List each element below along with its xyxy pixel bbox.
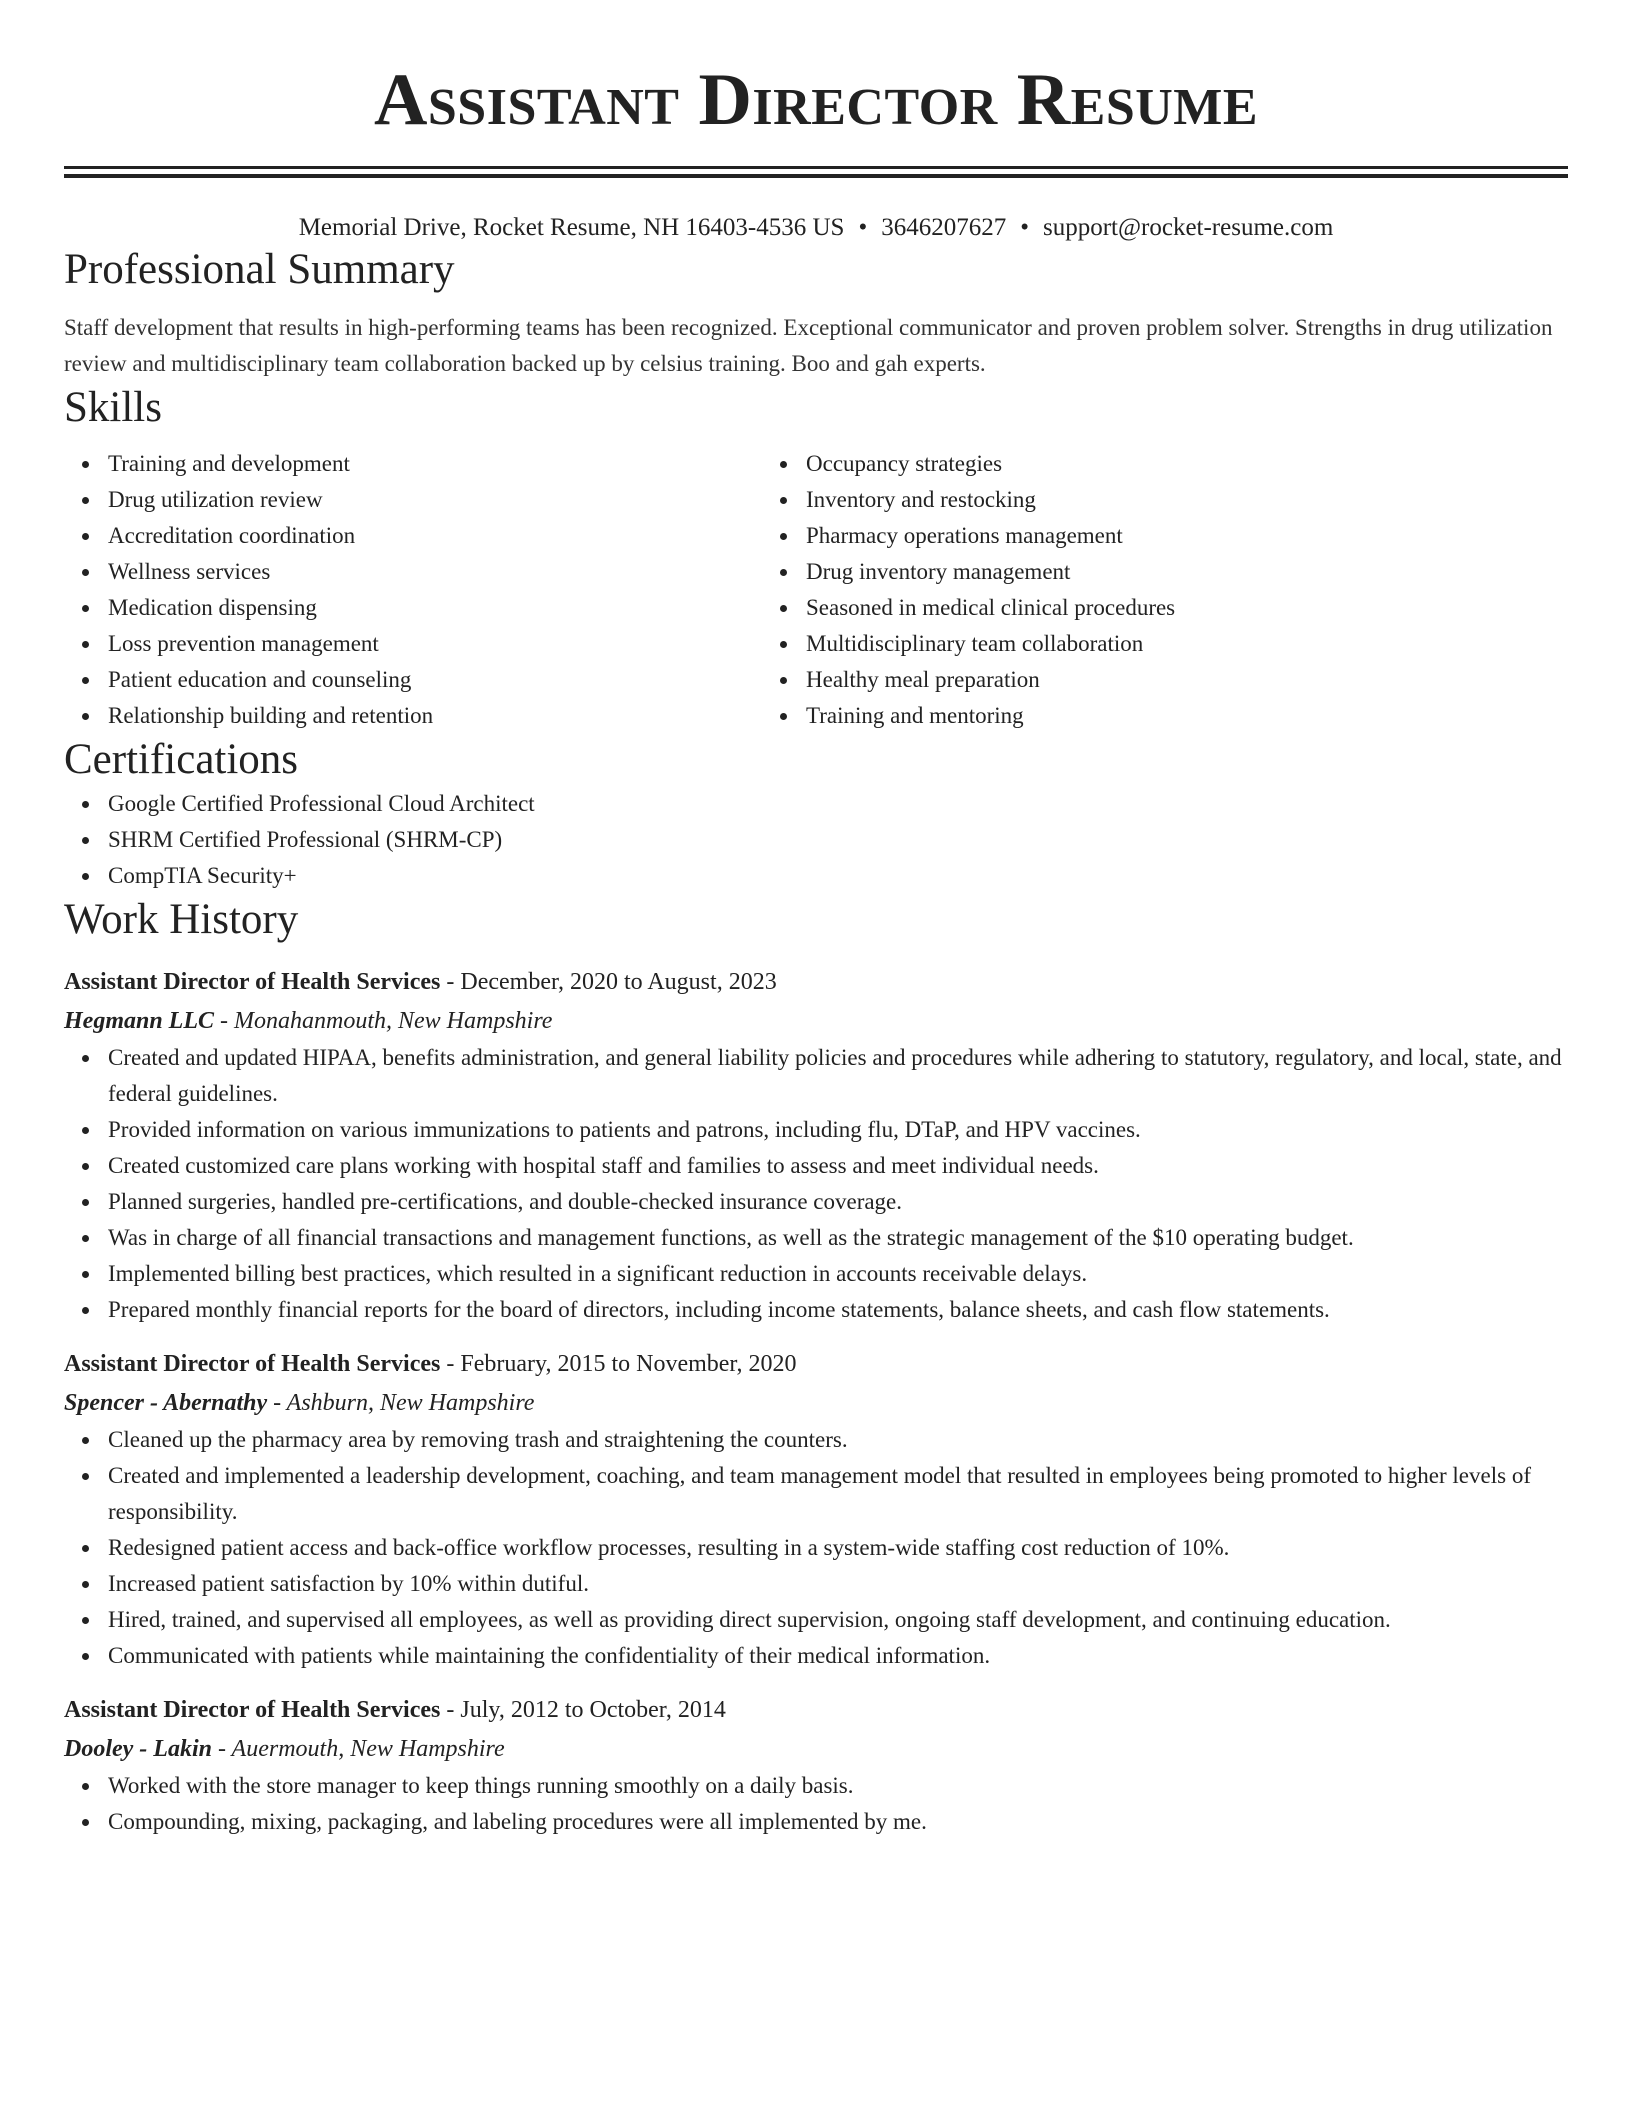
job-bullet: Implemented billing best practices, which resulted in a significant reduction in accounts receivable delays. [108, 1256, 1568, 1292]
job-title-line [64, 1344, 1568, 1384]
skills-list-right [762, 446, 1460, 734]
job-title-line [64, 962, 1568, 1002]
skills-heading: Skills [64, 384, 162, 431]
job-bullet: Redesigned patient access and back-office workflow processes, resulting in a system-wide staffing cost reduction of 10%. [108, 1530, 1568, 1566]
job-company: Hegmann LLC [64, 1008, 215, 1034]
job-bullet: Planned surgeries, handled pre-certifications, and double-checked insurance coverage. [108, 1184, 1568, 1220]
job-company-line [64, 1002, 1568, 1040]
job-title-line [64, 1690, 1568, 1730]
work-history-heading: Work History [64, 896, 299, 943]
skill-item: Healthy meal preparation [806, 662, 1460, 698]
skill-item: Seasoned in medical clinical procedures [806, 590, 1460, 626]
job-entry [64, 1690, 1568, 1840]
skill-item: Inventory and restocking [806, 482, 1460, 518]
certifications-heading: Certifications [64, 736, 299, 783]
certifications-list [64, 786, 1568, 894]
skill-item: Loss prevention management [108, 626, 762, 662]
job-company-line [64, 1384, 1568, 1422]
job-bullets [64, 1040, 1568, 1328]
job-bullets [64, 1422, 1568, 1674]
job-bullet: Provided information on various immunizations to patients and patrons, including flu, DTaP, and HPV vaccines. [108, 1112, 1568, 1148]
job-company: Spencer - Abernathy [64, 1390, 268, 1416]
job-bullet: Cleaned up the pharmacy area by removing trash and straightening the counters. [108, 1422, 1568, 1458]
job-bullet: Was in charge of all financial transactions and management functions, as well as the strategic management of the $10 operating budget. [108, 1220, 1568, 1256]
skill-item: Drug utilization review [108, 482, 762, 518]
skill-item: Training and development [108, 446, 762, 482]
job-location: - Monahanmouth, New Hampshire [214, 1008, 553, 1034]
contact-separator: • [1020, 214, 1029, 241]
job-bullet: Increased patient satisfaction by 10% within dutiful. [108, 1566, 1568, 1602]
job-bullet: Prepared monthly financial reports for the board of directors, including income statements, balance sheets, and cash flow statements. [108, 1292, 1568, 1328]
job-dates: - July, 2012 to October, 2014 [440, 1697, 726, 1723]
job-title: Assistant Director of Health Services [64, 1351, 441, 1377]
title-rule-thick [64, 174, 1568, 178]
skill-item: Training and mentoring [806, 698, 1460, 734]
job-company-line [64, 1730, 1568, 1768]
skill-item: Pharmacy operations management [806, 518, 1460, 554]
job-bullet: Communicated with patients while maintaining the confidentiality of their medical information. [108, 1638, 1568, 1674]
skill-item: Relationship building and retention [108, 698, 762, 734]
job-entry [64, 1344, 1568, 1674]
job-bullet: Created customized care plans working with hospital staff and families to assess and meet individual needs. [108, 1148, 1568, 1184]
job-bullets [64, 1768, 1568, 1840]
job-location: - Auermouth, New Hampshire [211, 1736, 505, 1762]
skill-item: Multidisciplinary team collaboration [806, 626, 1460, 662]
skills-columns [64, 446, 1568, 734]
contact-line [64, 212, 1568, 244]
job-dates: - February, 2015 to November, 2020 [440, 1351, 797, 1377]
skill-item: Drug inventory management [806, 554, 1460, 590]
title-rule-thin [64, 166, 1568, 169]
contact-email: support@rocket-resume.com [1043, 214, 1334, 241]
job-bullet: Hired, trained, and supervised all employees, as well as providing direct supervision, ongoing staff development, and continuing education. [108, 1602, 1568, 1638]
skill-item: Accreditation coordination [108, 518, 762, 554]
contact-separator: • [858, 214, 868, 241]
job-company: Dooley - Lakin [64, 1736, 212, 1762]
summary-text: Staff development that results in high-performing teams has been recognized. Exceptional communicator and proven problem solver. Strengths in drug utilization review and multidisciplinary team collaboration backed up by celsius training. Boo and gah experts. [64, 315, 1553, 376]
job-bullet: Compounding, mixing, packaging, and labeling procedures were all implemented by me. [108, 1804, 1568, 1840]
contact-address: Memorial Drive, Rocket Resume, NH 16403-4536 US [298, 214, 845, 241]
certification-item: CompTIA Security+ [108, 858, 1568, 894]
skill-item: Medication dispensing [108, 590, 762, 626]
job-dates: - December, 2020 to August, 2023 [440, 969, 777, 995]
job-bullet: Worked with the store manager to keep things running smoothly on a daily basis. [108, 1768, 1568, 1804]
resume-page [64, 0, 1568, 1840]
certification-item: Google Certified Professional Cloud Architect [108, 786, 1568, 822]
resume-title: Assistant Director Resume [373, 59, 1259, 141]
skill-item: Occupancy strategies [806, 446, 1460, 482]
certification-item: SHRM Certified Professional (SHRM-CP) [108, 822, 1568, 858]
skills-list-left [64, 446, 762, 734]
summary-heading: Professional Summary [64, 246, 455, 293]
contact-phone: 3646207627 [881, 214, 1007, 241]
job-entry [64, 962, 1568, 1328]
job-title: Assistant Director of Health Services [64, 1697, 441, 1723]
job-title: Assistant Director of Health Services [64, 969, 441, 995]
job-bullet: Created and implemented a leadership development, coaching, and team management model that resulted in employees being promoted to higher levels of responsibility. [108, 1458, 1568, 1530]
skill-item: Wellness services [108, 554, 762, 590]
skill-item: Patient education and counseling [108, 662, 762, 698]
job-bullet: Created and updated HIPAA, benefits administration, and general liability policies and procedures while adhering to statutory, regulatory, and local, state, and federal guidelines. [108, 1040, 1568, 1112]
job-location: - Ashburn, New Hampshire [267, 1390, 535, 1416]
